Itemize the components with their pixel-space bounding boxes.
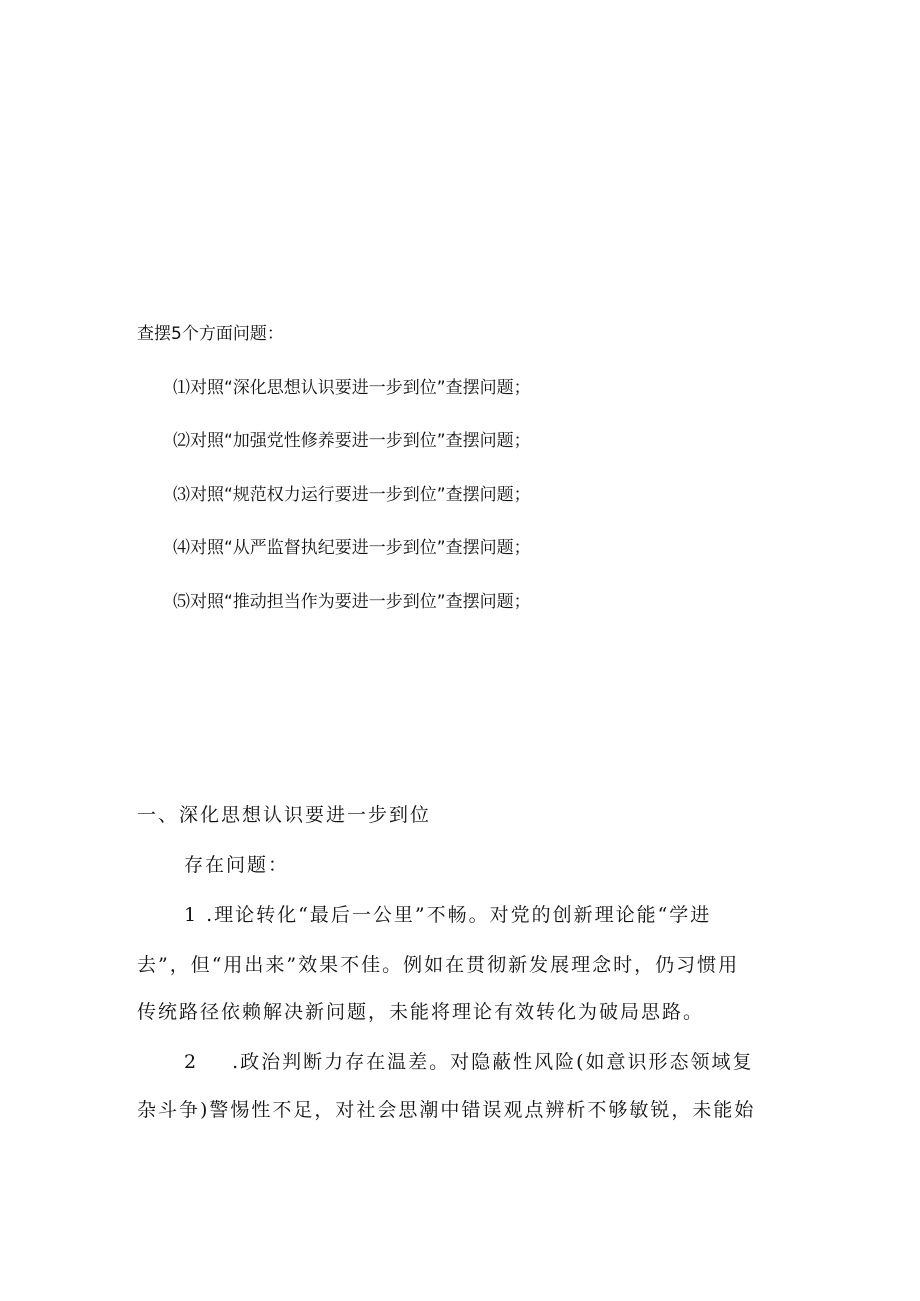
aspect-item: ⑵对照“加强党性修养要进一步到位”查摆问题；: [173, 431, 531, 451]
paragraph-line: 杂斗争)警惕性不足，对社会思潮中错误观点辨析不够敏锐，未能始: [137, 1099, 756, 1121]
paragraph-line: 去”，但“用出来”效果不佳。例如在贯彻新发展理念时，仍习惯用: [137, 954, 740, 976]
paragraph-line: 1 .理论转化“最后一公里”不畅。对党的创新理论能“学进: [184, 904, 712, 926]
aspect-item: ⑶对照“规范权力运行要进一步到位”查摆问题；: [173, 485, 531, 505]
aspect-item: ⑴对照“深化思想认识要进一步到位”查摆问题；: [173, 378, 531, 398]
paragraph-line: [184, 1053, 754, 1072]
problems-label: 存在问题：: [184, 854, 290, 876]
aspect-item: ⑷对照“从严监督执纪要进一步到位”查摆问题；: [173, 538, 531, 558]
aspects-heading: 查摆5个方面问题：: [137, 324, 284, 344]
paragraph-number: 2: [184, 1051, 199, 1073]
paragraph-text: .政治判断力存在温差。对隐蔽性风险(如意识形态领域复: [232, 1051, 754, 1073]
section-title: 一、深化思想认识要进一步到位: [137, 804, 432, 826]
aspect-item: ⑸对照“推动担当作为要进一步到位”查摆问题；: [173, 592, 531, 612]
paragraph-line: 传统路径依赖解决新问题，未能将理论有效转化为破局思路。: [137, 1001, 705, 1023]
